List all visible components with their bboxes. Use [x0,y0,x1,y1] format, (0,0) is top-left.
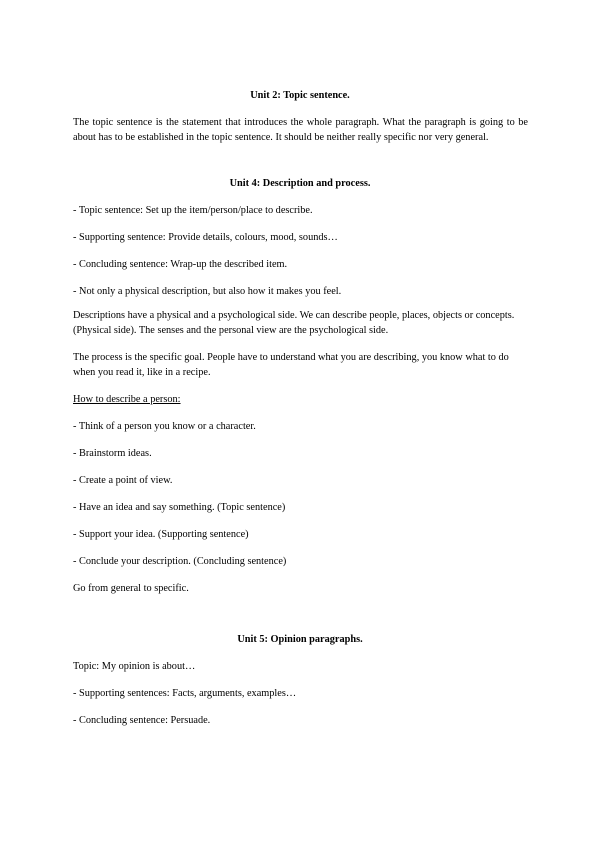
person-section-title: How to describe a person: [73,394,181,405]
unit4-heading: Unit 4: Description and process. [229,178,371,189]
person-step-4: - Have an idea and say something. (Topic sentence) [73,502,286,513]
unit5-item-supporting: - Supporting sentences: Facts, arguments, examples… [73,688,297,699]
person-step-3: - Create a point of view. [73,475,173,486]
unit4-item-concluding: - Concluding sentence: Wrap-up the described item. [73,259,288,270]
person-step-2: - Brainstorm ideas. [73,448,152,459]
unit4-item-feeling: - Not only a physical description, but also how it makes you feel. [73,286,342,297]
unit2-paragraph: The topic sentence is the statement that introduces the whole paragraph. What the paragraph is going to be about has to be established in the topic sentence. It should be neither really specific nor very general. [73,117,528,143]
unit4-item-supporting: - Supporting sentence: Provide details, colours, mood, sounds… [73,232,338,243]
unit4-item-topic: - Topic sentence: Set up the item/person/place to describe. [73,205,313,216]
unit4-process-paragraph: The process is the specific goal. People have to understand what you are describing, you know what to do when you read it, like in a recipe. [73,352,509,378]
person-step-6: - Conclude your description. (Concluding sentence) [73,556,287,567]
unit2-heading: Unit 2: Topic sentence. [250,90,350,101]
unit5-topic: Topic: My opinion is about… [73,661,196,672]
person-step-5: - Support your idea. (Supporting sentence) [73,529,249,540]
person-step-1: - Think of a person you know or a character. [73,421,256,432]
unit4-description-paragraph: Descriptions have a physical and a psychological side. We can describe people, places, objects or concepts. (Physical side). The senses and the personal view are the psychological side. [73,310,515,336]
unit5-heading: Unit 5: Opinion paragraphs. [237,634,363,645]
unit4-closing: Go from general to specific. [73,583,189,594]
unit5-item-concluding: - Concluding sentence: Persuade. [73,715,211,726]
